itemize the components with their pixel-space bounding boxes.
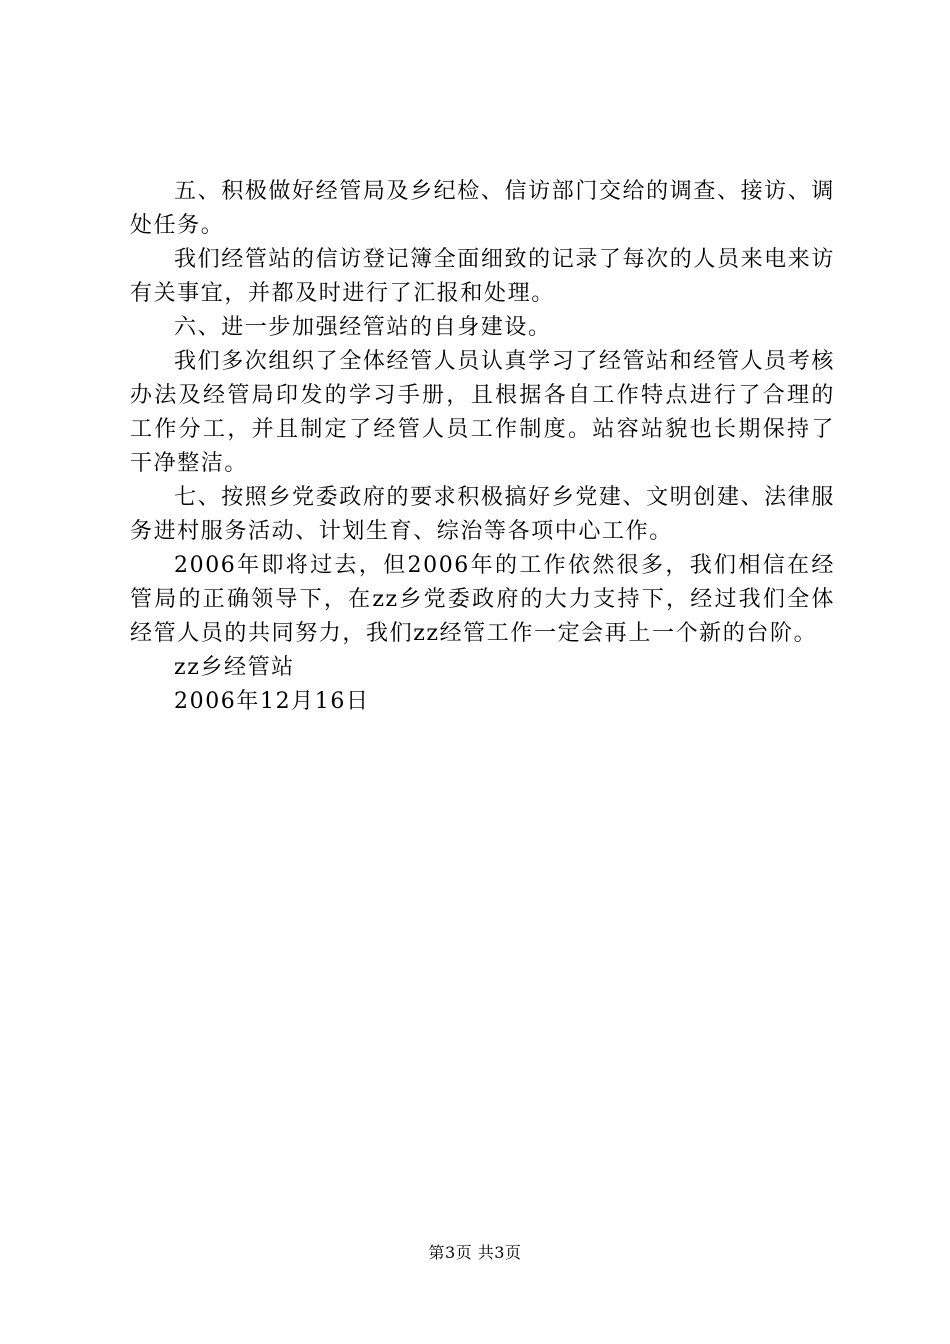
paragraph-petition-record: 我们经管站的信访登记簿全面细致的记录了每次的人员来电来访有关事宜，并都及时进行了汇报和处理。 [130, 247, 835, 306]
paragraph-section-five: 五、积极做好经管局及乡纪检、信访部门交给的调查、接访、调处任务。 [130, 179, 835, 238]
paragraph-section-six: 六、进一步加强经管站的自身建设。 [174, 315, 552, 340]
paragraph-conclusion: 2006年即将过去，但2006年的工作依然很多，我们相信在经管局的正确领导下，在zz乡党委政府的大力支持下，经过我们全体经管人员的共同努力，我们zz经管工作一定会再上一个新的台阶。 [130, 553, 835, 646]
document-body [130, 175, 835, 719]
paragraph-section-seven: 七、按照乡党委政府的要求积极搞好乡党建、文明创建、法律服务进村服务活动、计划生育、综治等各项中心工作。 [130, 485, 835, 544]
signature-date: 2006年12月16日 [174, 689, 370, 714]
signature-organization: zz乡经管站 [174, 655, 295, 680]
paragraph-staff-training: 我们多次组织了全体经管人员认真学习了经管站和经管人员考核办法及经管局印发的学习手册，且根据各自工作特点进行了合理的工作分工，并且制定了经管人员工作制度。站容站貌也长期保持了干净整洁。 [130, 349, 835, 476]
page-number-footer: 第3页 共3页 [428, 1243, 522, 1262]
